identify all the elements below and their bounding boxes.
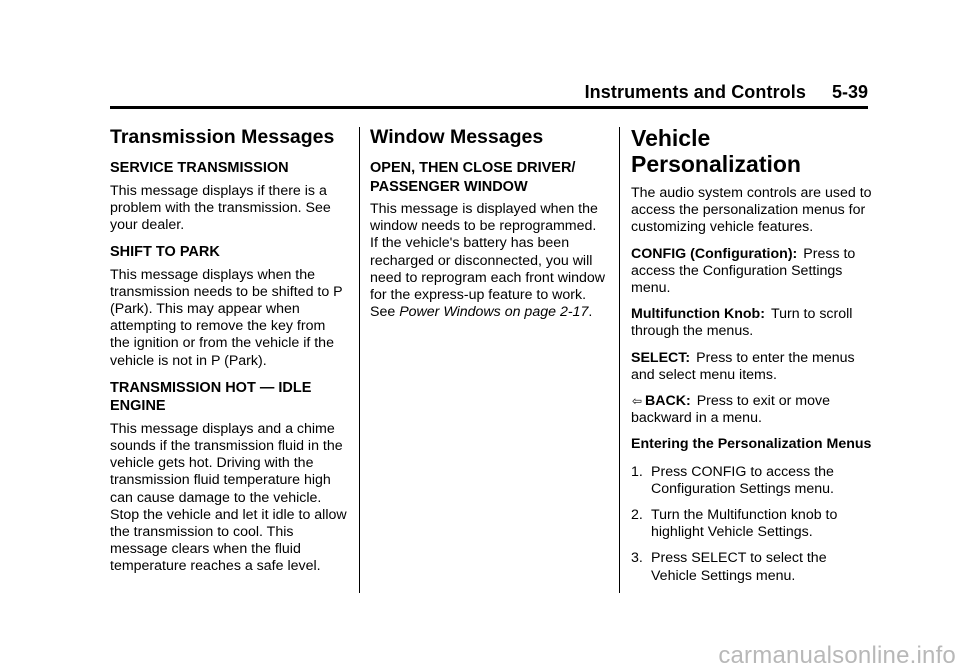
item-knob-label: Multifunction Knob: [631, 306, 765, 323]
list-item [631, 550, 876, 584]
paragraph-service-transmission: This message displays if there is a problem with the transmission. See your dealer. [110, 182, 331, 233]
item-config-text: Press to access the Configuration Settings menu. [631, 245, 856, 297]
list-item [631, 464, 876, 498]
window-body-end: . [588, 304, 593, 321]
step-text: Press CONFIG to access the Configuration Settings menu. [651, 463, 834, 497]
column-divider-2 [619, 127, 620, 593]
column-transmission [110, 125, 348, 585]
page-header [110, 82, 868, 106]
item-select [631, 350, 876, 384]
item-multifunction-knob [631, 306, 876, 340]
column-window [370, 125, 608, 330]
step-text: Turn the Multifunction knob to highlight Vehicle Settings. [651, 507, 838, 541]
paragraph-shift-to-park: This message displays when the transmission needs to be shifted to P (Park). This may appear when attempting to remove the key from the ignition or from the vehicle if the vehicle is not in P (Park). [110, 266, 343, 369]
header-title: Instruments and Controls [584, 82, 806, 102]
step-text: Press SELECT to select the Vehicle Settings menu. [651, 550, 827, 584]
section-heading-personalization: Vehicle Personalization [631, 125, 801, 177]
paragraph-window [370, 201, 608, 321]
page-number: 5-39 [831, 82, 868, 102]
item-knob-text: Turn to scroll through the menus. [631, 306, 853, 340]
subheading-entering-menus: Entering the Personalization Menus [631, 436, 872, 453]
subheading-service-transmission: SERVICE TRANSMISSION [110, 160, 289, 176]
subheading-transmission-hot: TRANSMISSION HOT — IDLE ENGINE [110, 379, 312, 415]
section-heading-window: Window Messages [370, 126, 544, 148]
item-back-text: Press to exit or move backward in a menu. [631, 393, 830, 427]
window-body-text: This message is displayed when the window needs to be reprogrammed. If the vehicle's battery has been recharged or disconnected, you will need to reprogram each front window for the express-up feature to work. See [370, 201, 606, 321]
step-number: 2. [631, 507, 643, 524]
watermark: carmanualsonline.info [718, 642, 956, 669]
column-divider-1 [359, 127, 360, 593]
steps-list [631, 464, 876, 585]
item-back [631, 393, 876, 427]
item-config [631, 246, 876, 298]
paragraph-personalization-intro: The audio system controls are used to access the personalization menus for customizing vehicle features. [631, 185, 872, 236]
subheading-shift-to-park: SHIFT TO PARK [110, 244, 220, 261]
column-personalization [631, 125, 876, 594]
paragraph-transmission-hot: This message displays and a chime sounds if the transmission fluid in the vehicle gets hot. Driving with the transmission fluid temperature high can cause damage to the vehicle. Stop the vehicle and let it idle to allow the transmission to cool. This message clears when the fluid temperature reaches a safe level. [110, 420, 347, 575]
subheading-open-close-window: OPEN, THEN CLOSE DRIVER/ PASSENGER WINDOW [370, 160, 576, 195]
back-arrow-icon: ⇦ [631, 394, 643, 409]
item-back-label: BACK: [645, 393, 691, 410]
list-item [631, 507, 876, 541]
header-rule [110, 106, 868, 109]
step-number: 3. [631, 550, 643, 567]
power-windows-link[interactable]: Power Windows on page 2-17 [399, 304, 589, 321]
item-select-text: Press to enter the menus and select menu items. [631, 349, 855, 383]
item-config-label: CONFIG (Configuration): [631, 245, 798, 262]
item-select-label: SELECT: [631, 349, 691, 366]
section-heading-transmission: Transmission Messages [110, 126, 335, 148]
step-number: 1. [631, 463, 643, 480]
